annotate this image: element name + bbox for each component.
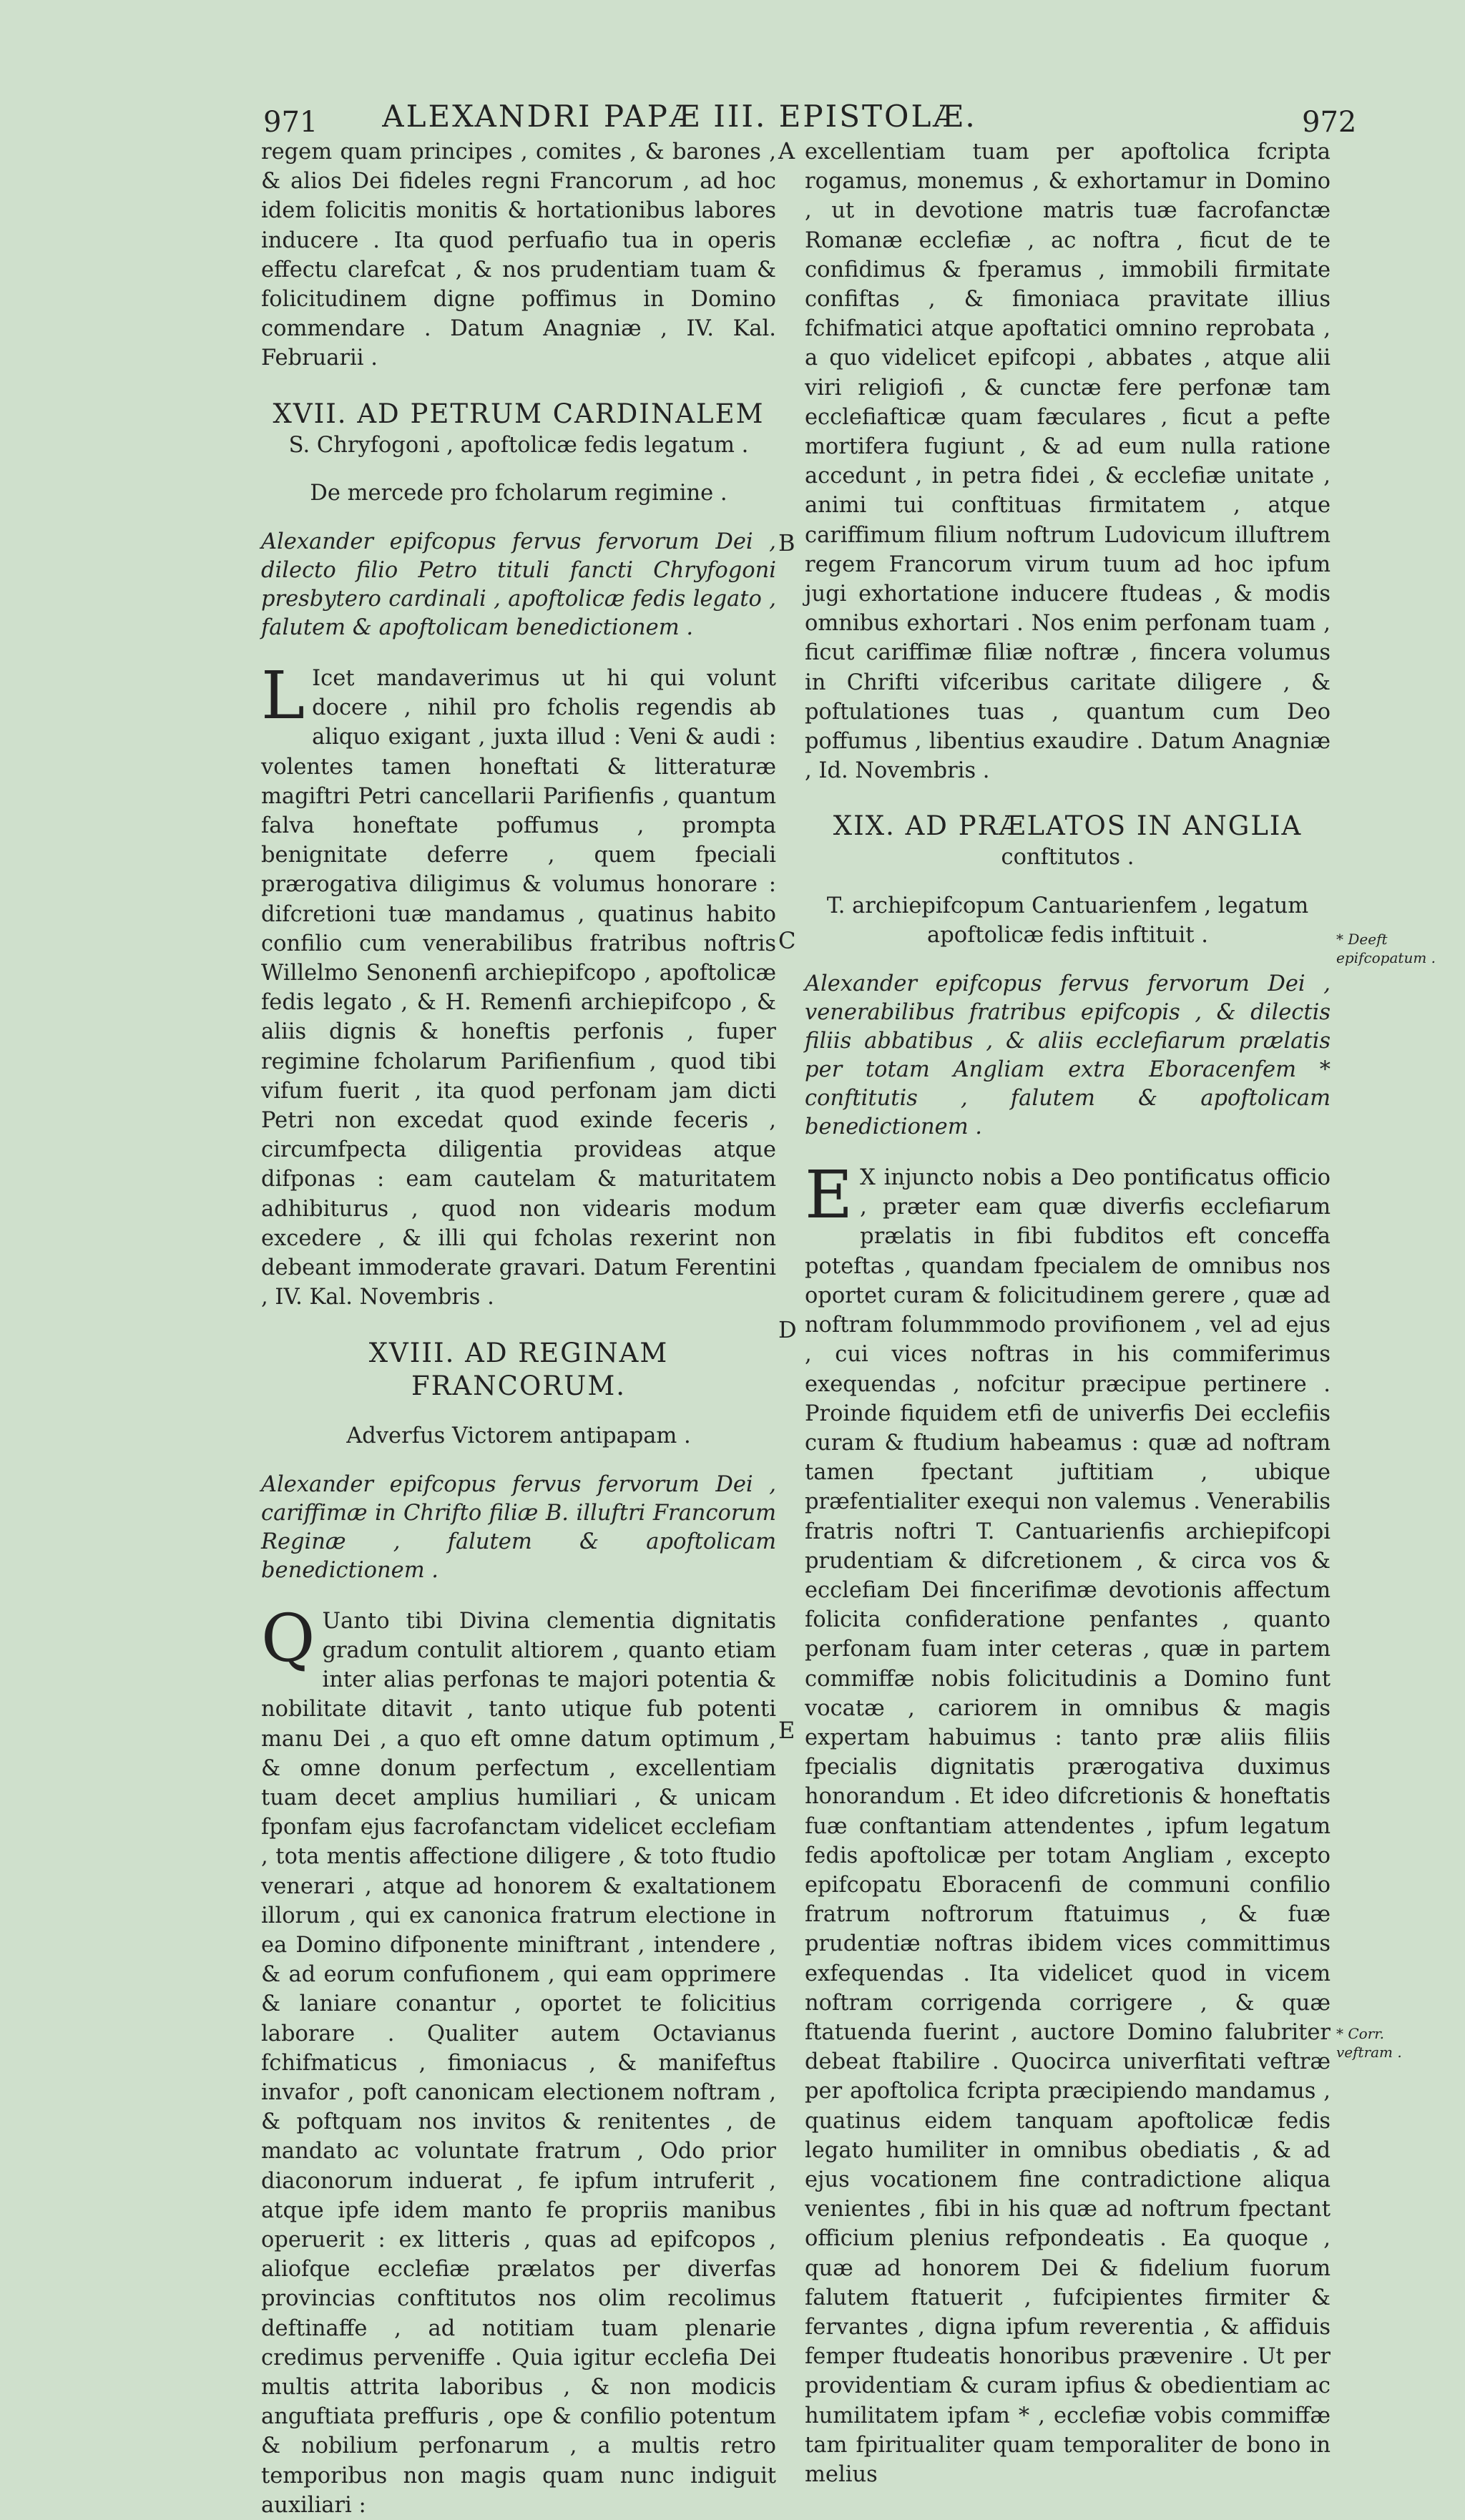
left-column (261, 137, 776, 2520)
margin-letter-a: A (778, 137, 795, 165)
running-head: ALEXANDRI PAPÆ III. EPISTOLÆ. (382, 99, 977, 134)
right-column (805, 137, 1331, 2489)
continued-text: excellentiam tuam per apoftolica fcripta rogamus, monemus , & exhortamur in Domino , ut in devotione matris tuæ facrofanctæ Romanæ ecclefiæ , ac noftra , ficut de te confidimus & fperamus , immobili firmitate confiftas , & fimoniaca pravitate illius fchifmatici atque apoftatici omnino reprobata , a quo videlicet epifcopi , abbates , atque alii viri religiofi , & cunctæ fere perfonæ tam ecclefiafticæ quam fæculares , ficut a pefte mortifera fugiunt , & ad eum nulla ratione accedunt , in petra fidei , & ecclefiæ unitate , animi tui conftituas firmitatem , atque cariffimum filium noftrum Ludovicum illuftrem regem Francorum virum tuum ad hoc ipfum jugi exhortatione inducere ftudeas , & modis omnibus exhortari . Nos enim perfonam tuam , ficut cariffimæ filiæ noftræ , fincera volumus in Chrifti vifceribus caritate diligere , & poftulationes tuas , quantum cum Deo poffumus , libentius exaudire . Datum Anagniæ , Id. Novembris . (805, 139, 1331, 784)
dropcap: Q (261, 1599, 315, 1677)
letter-19-subheading: conftitutos . (1001, 845, 1135, 871)
margin-letter-b: B (778, 529, 795, 557)
letter-18-text: Uanto tibi Divina clementia dignitatis gradum contulit altiorem , quanto etiam inter alias perfonas te majori potentia & nobilitate ditavit , tanto utique fub potenti manu Dei , a quo eft omne datum optimum , & omne donum perfectum , excellentiam tuam decet amplius humiliari , & unicam fponfam ejus facrofanctam videlicet ecclefiam , tota mentis affectione diligere , & toto ftudio venerari , atque ad honorem & exaltationem illorum , qui ex canonica fratrum electione in ea Domino difponente miniftrant , intendere , & ad eorum confufionem , qui eam opprimere & laniare conantur , oportet te folicitius laborare . Qualiter autem Octavianus fchifmaticus , fimoniacus , & manifeftus invafor , poft canonicam electionem noftram , & poftquam nos invitos & renitentes , de mandato ac voluntate fratrum , Odo prior diaconorum induerat , fe ipfum intruferit , atque ipfe idem manto fe propriis manibus operuerit : ex litteris , quas ad epifcopos , aliofque ecclefiæ prælatos per diverfas provincias conftitutos nos olim recolimus deftinaffe , ad notitiam tuam plenarie credimus perveniffe . Quia igitur ecclefia Dei multis attrita laboribus , & non modicis anguftiata preffuris , ope & confilio potentum & nobilium perfonarum , a multis retro temporibus non magis quam nunc indiguit auxiliari : (261, 1608, 776, 2518)
margin-letter-c: C (778, 927, 796, 954)
letter-17-subheading: S. Chryfogoni , apoftolicæ fedis legatum . (288, 432, 749, 458)
letter-19-body (805, 1157, 1331, 2489)
letter-18-summary: Adverfus Victorem antipapam . (346, 1423, 691, 1448)
letter-17-text: Icet mandaverimus ut hi qui volunt docere , nihil pro fcholis regendis ab aliquo exigant , juxta illud : Veni & audi : volentes tamen honeftati & litteraturæ magiftri Petri cancellarii Parifienfis , quantum falva honeftate poffumus , prompta benignitate deferre , quem fpeciali prærogativa diligimus & volumus honorare : difcretioni tuæ mandamus , quatinus habito confilio cum venerabilibus fratribus noftris Willelmo Senonenfi archiepifcopo , apoftolicæ fedis legato , & H. Remenfi archiepifcopo , & aliis dignis & honeftis perfonis , fuper regimine fcholarum Parifienfium , quod tibi vifum fuerit , ita quod perfonam jam dicti Petri non excedat quod exinde feceris , circumfpecta diligentia provideas atque difponas : eam cautelam & maturitatem adhibiturus , quod non videaris modum excedere , & illi qui fcholas rexerint non debeant immoderate gravari. Datum Ferentini , IV. Kal. Novembris . (261, 666, 776, 1310)
continued-text: regem quam principes , comites , & barones , & alios Dei fideles regni Francorum , ad hoc idem folicitis monitis & hortationibus labores inducere . Ita quod perfuafio tua in operis effectu clarefcat , & nos prudentiam tuam & folicitudinem digne poffimus in Domino commendare . Datum Anagniæ , IV. Kal. Februarii . (261, 139, 776, 371)
letter-19-summary: T. archiepifcopum Cantuarienfem , legatum apoftolicæ fedis inftituit . (826, 893, 1309, 948)
dropcap: E (805, 1157, 853, 1234)
margin-note-1: * Deeft epifcopatum . (1336, 931, 1436, 966)
letter-17-heading: XVII. AD PETRUM CARDINALEM (273, 398, 765, 429)
letter-18-body (261, 1599, 776, 2520)
letter-17-salutation: Alexander epifcopus fervus fervorum Dei , dilecto filio Petro tituli fancti Chryfogoni presbytero cardinali , apoftolicæ fedis legato , falutem & apoftolicam benedictionem . (261, 529, 776, 641)
margin-letter-d: D (778, 1316, 797, 1343)
letter-17-body (261, 657, 776, 1312)
letter-19-text: X injuncto nobis a Deo pontificatus officio , præter eam quæ diverfis ecclefiarum prælatis in fibi fubditos eft conceffa poteftas , quandam fpecialem de omnibus nos oportet curam & folicitudinem gerere , quæ ad noftram folummmodo provifionem , vel ad ejus , cui vices noftras in his commiferimus exequendas , nofcitur præcipue pertinere . Proinde fiquidem etfi de univerfis Dei ecclefiis curam & ftudium habeamus : quæ ad noftram tamen fpectant juftitiam , ubique præfentialiter exequi non valemus . Venerabilis fratris noftri T. Cantuarienfis archiepifcopi prudentiam & difcretionem , & circa vos & ecclefiam Dei fincerifimæ devotionis affectum folicita confideratione penfantes , quanto perfonam fuam inter ceteras , quæ in partem commiffæ nobis folicitudinis a Domino funt vocatæ , cariorem in omnibus & magis expertam habuimus : tanto præ aliis filiis fpecialis dignitatis prærogativa duximus honorandum . Et ideo difcretionis & honeftatis fuæ conftantiam attendentes , ipfum legatum fedis apoftolicæ per totam Angliam , excepto epifcopatu Eboracenfi de communi confilio fratrum noftrorum ftatuimus , & fuæ prudentiæ noftras ibidem vices committimus exfequendas . Ita videlicet quod in vicem noftram corrigenda corrigere , & quæ ftatuenda fuerint , auctore Domino falubriter debeat ftabilire . Quocirca univerfitati veftræ per apoftolica fcripta præcipiendo mandamus , quatinus eidem tanquam apoftolicæ fedis legato humiliter in omnibus obediatis , & ad ejus vocationem fine contradictione aliqua venientes , fibi in his quæ ad noftrum fpectant officium plenius refpondeatis . Ea quoque , quæ ad honorem Dei & fidelium fuorum falutem ftatuerit , fufcipientes firmiter & fervantes , digna ipfum reverentia , & affiduis femper ftudeatis honoribus prævenire . Ut per providentiam & curam ipfius & obedientiam ac humilitatem ipfam * , ecclefiæ vobis commiffæ tam fpiritualiter quam temporaliter de bono in melius (805, 1165, 1331, 2488)
dropcap: L (261, 657, 305, 735)
margin-letter-e: E (778, 1717, 795, 1744)
letter-18-heading: XVIII. AD REGINAM FRANCORUM. (368, 1337, 669, 1401)
letter-19-heading: XIX. AD PRÆLATOS IN ANGLIA (833, 810, 1303, 842)
letter-17-summary: De mercede pro fcholarum regimine . (310, 480, 727, 506)
letter-18-salutation: Alexander epifcopus fervus fervorum Dei , cariffimæ in Chrifto filiæ B. illuftri Francorum Reginæ , falutem & apoftolicam benedictionem . (261, 1471, 776, 1583)
letter-19-salutation: Alexander epifcopus fervus fervorum Dei , venerabilibus fratribus epifcopis , & dilectis filiis abbatibus , & aliis ecclefiarum prælatis per totam Angliam extra Eboracenfem * conftitutis , falutem & apoftolicam benedictionem . (805, 971, 1331, 1140)
page-number-right: 972 (1302, 106, 1357, 139)
margin-note-2: * Corr. veftram . (1336, 2025, 1402, 2061)
page-number-left: 971 (263, 106, 318, 139)
